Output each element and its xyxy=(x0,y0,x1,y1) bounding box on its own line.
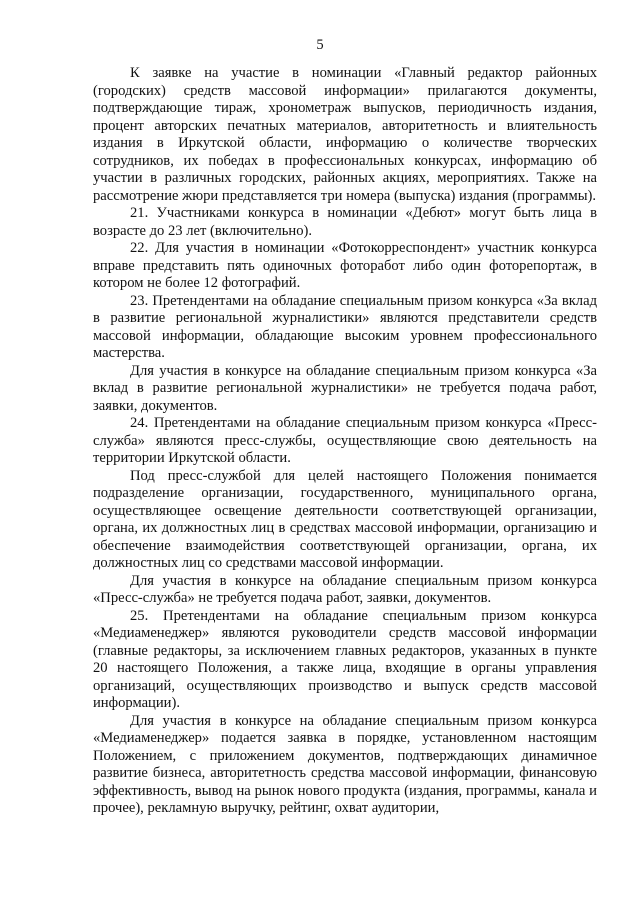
paragraph-24-press-service: 24. Претендентами на обладание специальным призом конкурса «Пресс-служба» являются пресс-службы, осуществляющие свою деятельность на территории Иркутской области. xyxy=(93,415,597,466)
paragraph-21-debut: 21. Участниками конкурса в номинации «Дебют» могут быть лица в возрасте до 23 лет (включительно). xyxy=(93,205,597,239)
page-number: 5 xyxy=(316,37,324,53)
paragraph-23-regional-journalism: 23. Претендентами на обладание специальным призом конкурса «За вклад в развитие региональной журналистики» являются представители средств массовой информации, обладающие высоким уровнем профессионального мастерства. xyxy=(93,292,597,361)
paragraph-media-manager-participation: Для участия в конкурсе на обладание специальным призом конкурса «Медиаменеджер» подается заявка в порядке, установленном настоящим Положением, с приложением документов, подтверждающих динамичное развитие бизнеса, авторитетность средства массовой информации, финансовую эффективность, вывод на рынок нового продукта (издания, программы, канала и прочее), рекламную выручку, рейтинг, охват аудитории, xyxy=(93,712,597,816)
paragraph-editor-documents: К заявке на участие в номинации «Главный редактор районных (городских) средств массовой информации» прилагаются документы, подтверждающие тираж, хронометраж выпусков, периодичность издания, процент авторских печатных материалов, авторитетность и влиятельность издания в Иркутской области, информацию о количестве творческих сотрудников, их победах в профессиональных конкурсах, информацию об участии в различных городских, районных акциях, мероприятиях. Также на рассмотрение жюри представляется три номера (выпуска) издания (программы). xyxy=(93,65,597,204)
paragraph-regional-journalism-participation: Для участия в конкурсе на обладание специальным призом конкурса «За вклад в развитие региональной журналистики» не требуется подача работ, заявки, документов. xyxy=(93,362,597,414)
paragraph-press-service-definition: Под пресс-службой для целей настоящего Положения понимается подразделение организации, государственного, муниципального органа, осуществляющее освещение деятельности соответствующей организации, органа, их должностных лиц в средствах массовой информации, организацию и обеспечение взаимодействия соответствующей организации, органа, их должностных лиц со средствами массовой информации. xyxy=(93,467,597,571)
paragraph-25-media-manager: 25. Претендентами на обладание специальным призом конкурса «Медиаменеджер» являются руководители средств массовой информации (главные редакторы, за исключением главных редакторов, указанных в пункте 20 настоящего Положения, а также лица, входящие в органы управления организаций, осуществляющих производство и выпуск средств массовой информации). xyxy=(93,607,597,711)
paragraph-22-photo: 22. Для участия в номинации «Фотокорреспондент» участник конкурса вправе представить пять одиночных фоторабот либо один фоторепортаж, в котором не более 12 фотографий. xyxy=(93,240,597,291)
document-body xyxy=(93,65,597,818)
paragraph-press-service-participation: Для участия в конкурсе на обладание специальным призом конкурса «Пресс-служба» не требуется подача работ, заявки, документов. xyxy=(93,572,597,606)
